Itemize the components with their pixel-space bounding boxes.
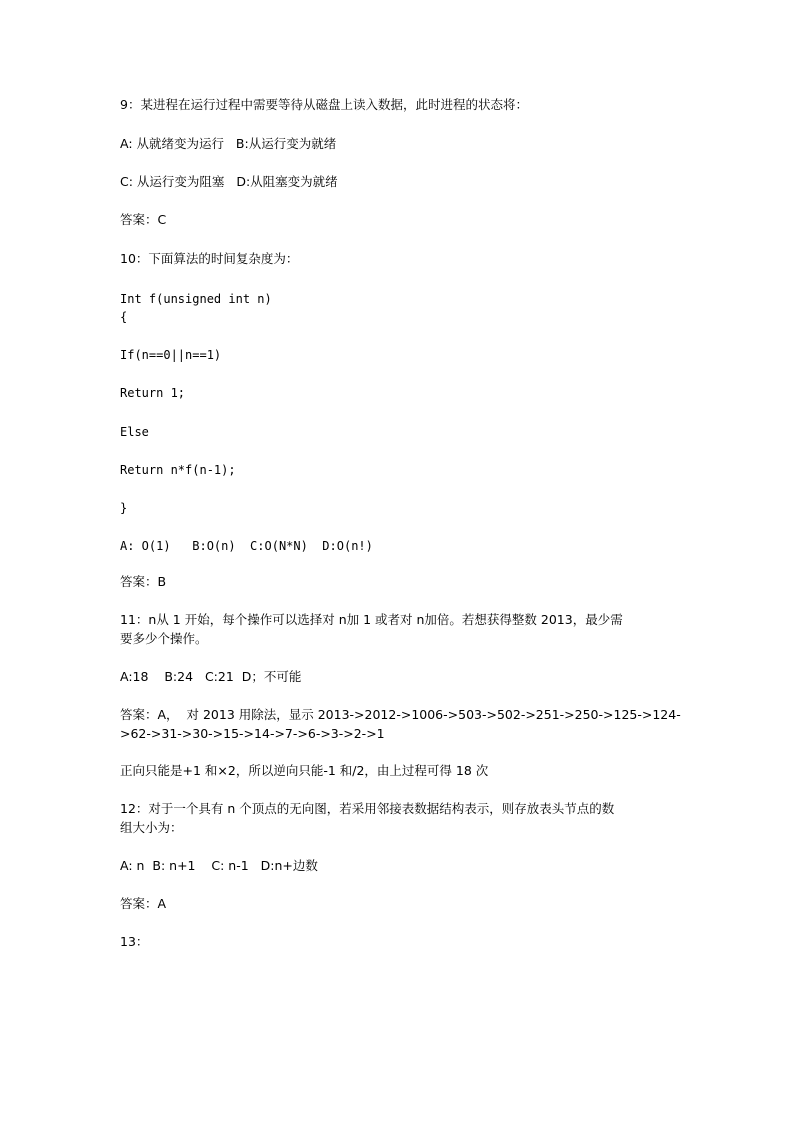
q11-explanation: 正向只能是+1 和×2，所以逆向只能-1 和/2，由上过程可得 18 次 (120, 763, 489, 778)
q12-question-line1: 12：对于一个具有 n 个顶点的无向图，若采用邻接表数据结构表示，则存放表头节点的数 (120, 801, 615, 816)
q10-answer: 答案：B (120, 574, 167, 589)
q10-code-line: { (120, 310, 128, 324)
q10-code-line: Else (120, 425, 149, 439)
q9-options-ab: A: 从就绪变为运行 B:从运行变为就绪 (120, 136, 337, 151)
q10-question: 10：下面算法的时间复杂度为： (120, 251, 299, 266)
q10-options: A: O(1) B:O(n) C:O(N*N) D:O(n!) (120, 539, 373, 553)
q11-question-line1: 11：n从 1 开始，每个操作可以选择对 n加 1 或者对 n加倍。若想获得整数 2013，最少需 (120, 612, 623, 627)
q10-code-line: Return n*f(n-1); (120, 463, 236, 477)
q12-question-line2: 组大小为： (120, 820, 183, 835)
q10-code-line: Return 1; (120, 386, 186, 400)
q9-options-cd: C: 从运行变为阻塞 D:从阻塞变为就绪 (120, 174, 338, 189)
q12-options: A: n B: n+1 C: n-1 D:n+边数 (120, 858, 318, 873)
q13-question: 13： (120, 934, 149, 949)
q12-answer: 答案：A (120, 896, 167, 911)
q11-question-line2: 要多少个操作。 (120, 631, 208, 646)
q10-code-line: If(n==0||n==1) (120, 348, 222, 362)
q11-answer-line1: 答案：A， 对 2013 用除法，显示 2013->2012->1006->503->502->251->250->125->124- (120, 707, 681, 722)
q9-question: 9：某进程在运行过程中需要等待从磁盘上读入数据，此时进程的状态将： (120, 97, 528, 112)
q10-code-line: } (120, 501, 128, 515)
q11-options: A:18 B:24 C:21 D；不可能 (120, 669, 302, 684)
q11-answer-line2: >62->31->30->15->14->7->6->3->2->1 (120, 726, 385, 741)
q10-code-line: Int f(unsigned int n) (120, 292, 272, 306)
q9-answer: 答案：C (120, 212, 167, 227)
